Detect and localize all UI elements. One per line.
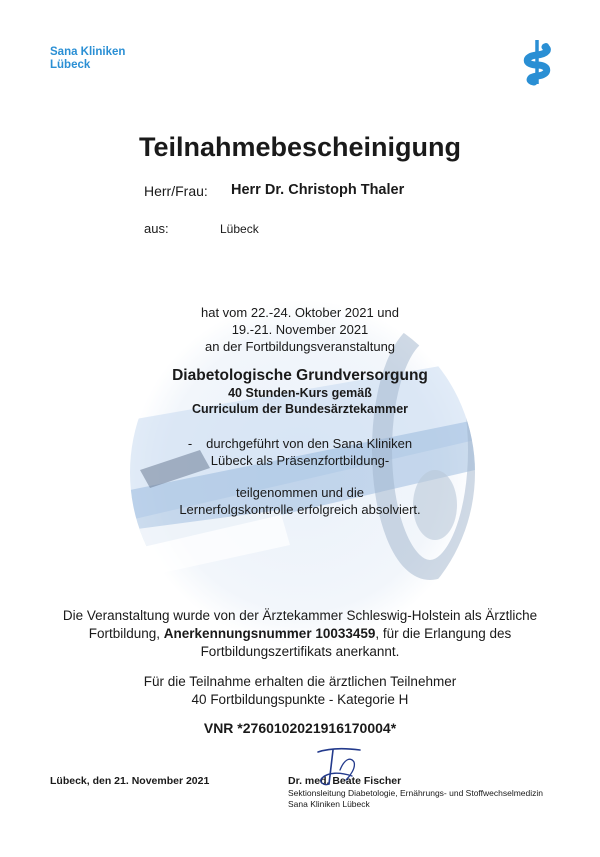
accreditation-line-2-prefix: Fortbildung,	[88, 626, 164, 641]
recipient-label: Herr/Frau:	[144, 183, 208, 199]
brand-line-1: Sana Kliniken	[50, 46, 126, 58]
handwritten-signature	[300, 742, 410, 792]
result-line-1: teilgenommen und die	[236, 485, 364, 500]
signer-role-line-2: Sana Kliniken Lübeck	[288, 799, 370, 809]
issue-date: Lübeck, den 21. November 2021	[50, 775, 210, 787]
course-title-block	[0, 367, 600, 417]
origin-value: Lübeck	[220, 222, 259, 236]
document-title: Teilnahmebescheinigung	[138, 132, 462, 162]
period-line-3: an der Fortbildungsveranstaltung	[204, 339, 396, 354]
brand-line-2: Lübeck	[50, 59, 91, 71]
origin-label: aus:	[144, 221, 169, 236]
vnr-number: VNR *2760102021916170004*	[203, 720, 397, 736]
result-statement	[0, 484, 600, 518]
course-line-2: 40 Stunden-Kurs gemäß	[228, 386, 372, 400]
conducted-line-2: Lübeck als Präsenzfortbildung-	[210, 453, 390, 468]
conducted-by	[0, 435, 600, 469]
signer-role-line-1: Sektionsleitung Diabetologie, Ernährungs- und Stoffwechselmedizin	[288, 788, 543, 798]
points-line-2: 40 Fortbildungspunkte - Kategorie H	[191, 692, 409, 707]
course-title: Diabetologische Grundversorgung	[172, 367, 428, 384]
sana-aesculap-logo-icon	[516, 38, 558, 86]
conducted-dash: -	[187, 436, 193, 451]
accreditation-statement	[0, 607, 600, 661]
conducted-line-1: durchgeführt von den Sana Kliniken	[206, 436, 413, 451]
signer-name: Dr. med. Beate Fischer	[288, 775, 402, 787]
points-statement	[0, 673, 600, 709]
period-line-2: 19.-21. November 2021	[231, 322, 369, 337]
accreditation-line-1: Die Veranstaltung wurde von der Ärztekammer Schleswig-Holstein als Ärztliche	[62, 608, 538, 623]
recipient-name: Herr Dr. Christoph Thaler	[231, 182, 405, 198]
points-line-1: Für die Teilnahme erhalten die ärztlichen Teilnehmer	[143, 674, 457, 689]
brand-name	[50, 46, 125, 72]
accreditation-number: Anerkennungsnummer 10033459	[163, 626, 376, 641]
course-line-3: Curriculum der Bundesärztekammer	[191, 402, 409, 416]
result-line-2: Lernerfolgskontrolle erfolgreich absolviert.	[179, 502, 421, 517]
attendance-period	[0, 304, 600, 355]
accreditation-line-2-suffix: , für die Erlangung des	[375, 626, 512, 641]
accreditation-line-3: Fortbildungszertifikats anerkannt.	[200, 644, 400, 659]
period-line-1: hat vom 22.-24. Oktober 2021 und	[200, 305, 399, 320]
